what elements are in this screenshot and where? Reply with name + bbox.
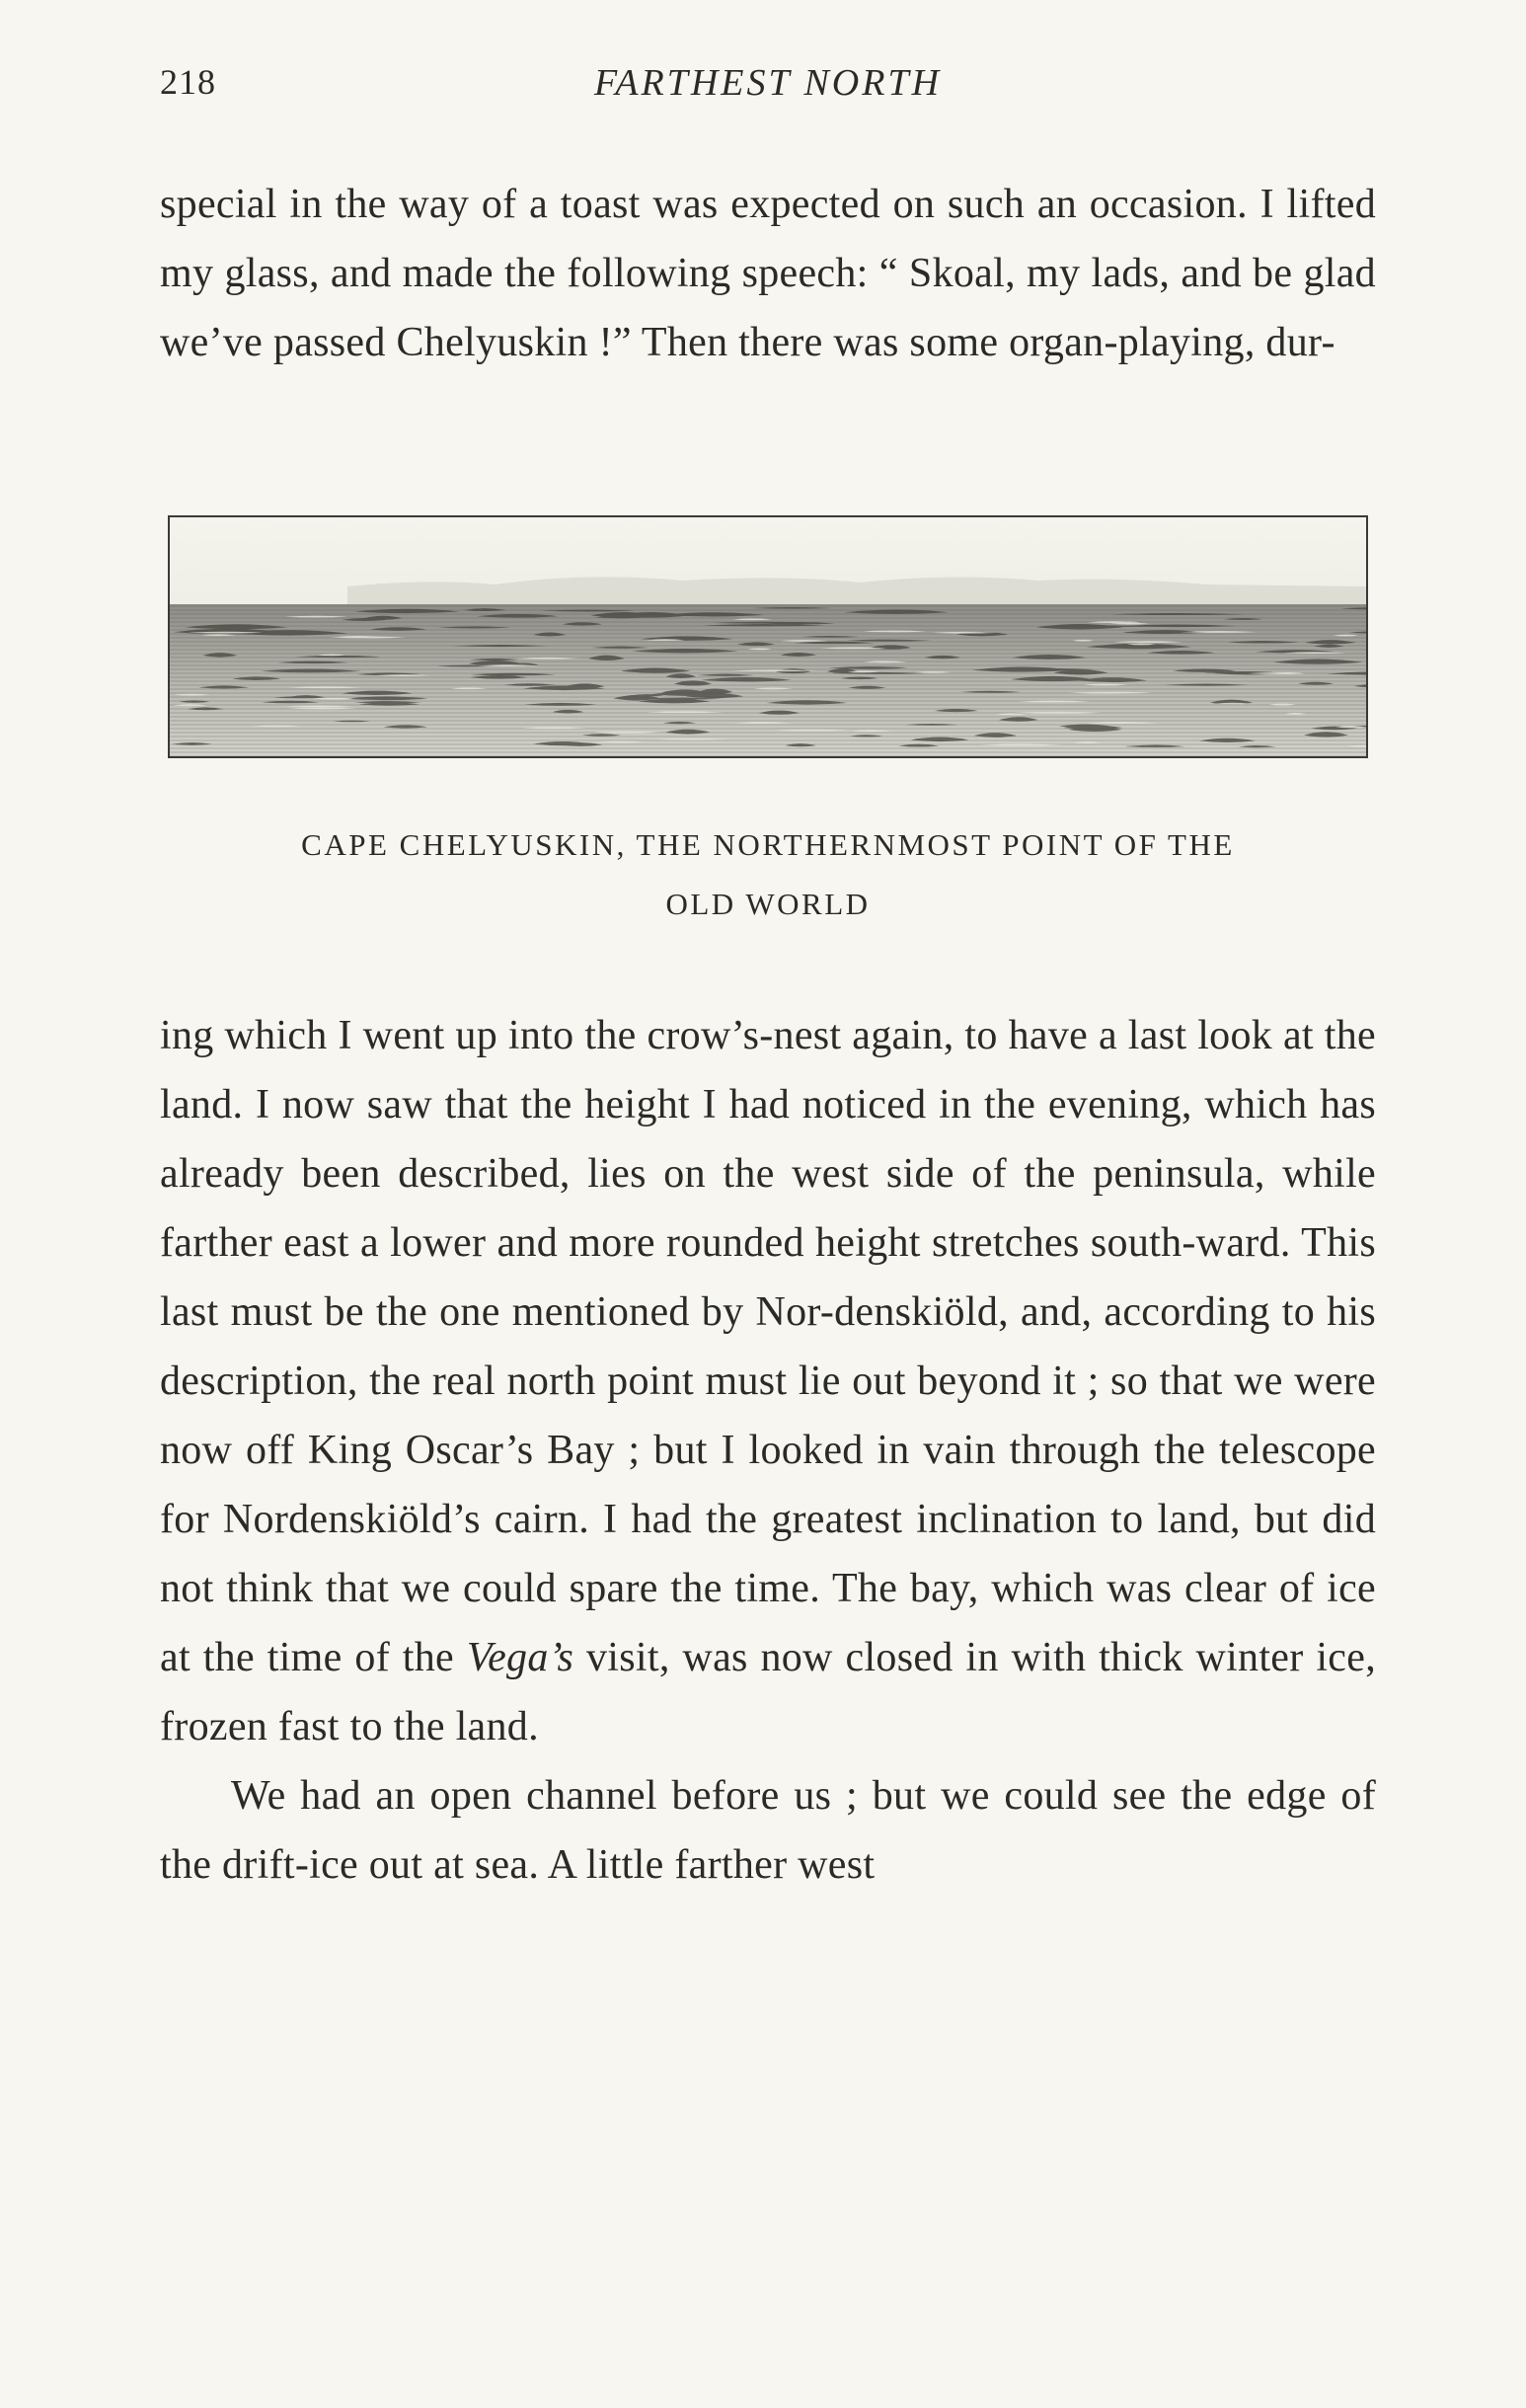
paragraph-top: special in the way of a toast was expected on such an occasion. I lifted my glass, and made the following speech: “ Skoal, my lads, and be glad we’ve passed Chelyuskin !” Then there was some organ-playing, dur- [160,182,1376,365]
page-number: 218 [160,62,216,102]
sea-engraving [170,517,1366,756]
paragraph-1-part-a: ing which I went up into the crow’s-nest again, to have a last look at the land. I now saw that the height I had noticed in the evening, which has already been described, lies on the west side of the peninsula, while farther east a lower and more rounded height stretches south-ward. This last must be the one mentioned by Nor-denskiöld, and, according to his description, the real north point must lie out beyond it ; so that we were now off King Oscar’s Bay ; but I looked in vain through the telescope for Nordenskiöld’s cairn. I had the greatest inclination to land, but did not think that we could spare the time. The bay, which was clear of ice at the time of the [160,1013,1376,1680]
paragraph-2: We had an open channel before us ; but we could see the edge of the drift-ice out at sea. A little farther west [160,1773,1376,1888]
paragraph-1-part-b: visit, was now closed in with thick winter ice, frozen fast to the land. [160,1635,1376,1749]
caption-line-2: OLD WORLD [665,887,871,921]
figure-caption [160,816,1376,934]
ship-name-vega: Vega’s [466,1635,574,1680]
illustration-cape-chelyuskin [168,515,1368,758]
running-head [160,61,1376,120]
paragraph-1 [160,1001,1376,1761]
text-block-top [160,170,1376,377]
text-block-bottom [160,1001,1376,1900]
running-title: FARTHEST NORTH [593,62,943,104]
caption-line-1: CAPE CHELYUSKIN, THE NORTHERNMOST POINT OF THE [301,827,1235,862]
